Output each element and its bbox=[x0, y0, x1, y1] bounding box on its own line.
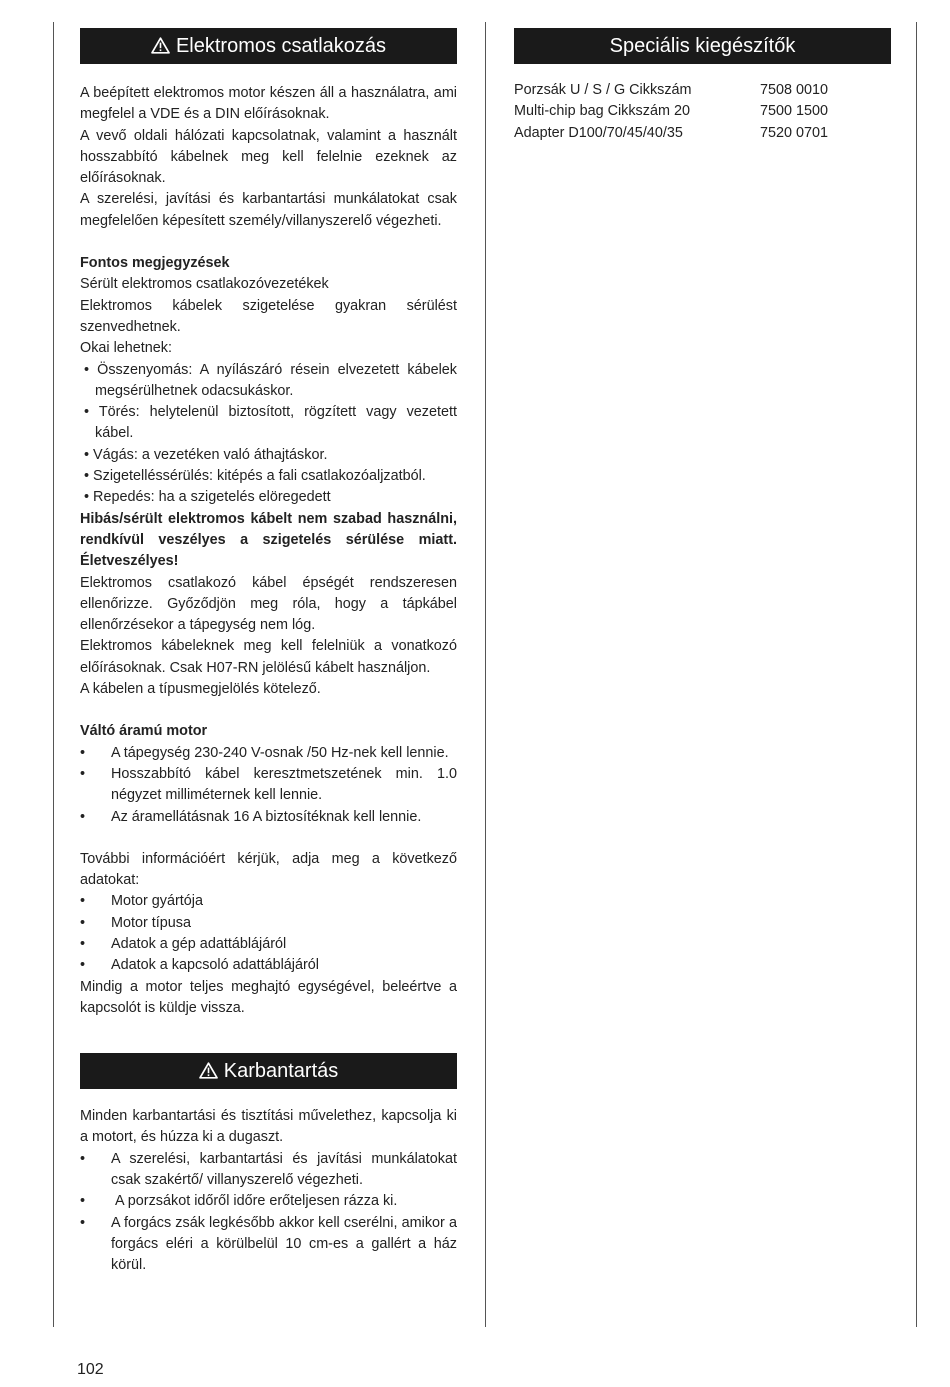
accessory-name: Porzsák U / S / G Cikkszám bbox=[514, 82, 692, 98]
list-item: • Motor gyártója bbox=[80, 893, 203, 910]
paragraph: A beépített elektromos motor készen áll a használatra, ami megfelel a VDE és a DIN előírásoknak. bbox=[80, 85, 457, 123]
page-number: 102 bbox=[77, 1361, 104, 1378]
section-header-electrical bbox=[80, 28, 457, 64]
list-item: • Adatok a gép adattáblájáról bbox=[80, 935, 287, 952]
paragraph: Elektromos kábeleknek meg kell felelniük a vonatkozó előírásoknak. Csak H07-RN jelölésű kábelt használjon. bbox=[80, 638, 457, 676]
list-item: • Összenyomás: A nyílászáró résein elvezetett kábelek megsérülhetnek odacsukáskor. bbox=[84, 361, 457, 399]
list-item: • A porzsákot időről időre erőteljesen rázza ki. bbox=[80, 1193, 398, 1210]
table-row bbox=[514, 101, 828, 122]
section-header-accessories bbox=[514, 28, 891, 64]
paragraph: Elektromos kábelek szigetelése gyakran sérülést szenvedhetnek. bbox=[80, 297, 457, 335]
list-item: • Hosszabbító kábel keresztmetszetének min. 1.0 négyzet milliméternek kell lennie. bbox=[80, 765, 457, 804]
accessories-table bbox=[514, 80, 828, 144]
paragraph: Minden karbantartási és tisztítási művelethez, kapcsolja ki a motort, és húzza ki a dugaszt. bbox=[80, 1108, 457, 1146]
paragraph: Elektromos csatlakozó kábel épségét rendszeresen ellenőrizze. Győződjön meg róla, hogy a tápkábel ellenőrzésekor a tápegység nem lóg. bbox=[80, 574, 457, 634]
list-item: • Törés: helytelenül biztosított, rögzített vagy vezetett kábel. bbox=[84, 404, 457, 442]
paragraph: Okai lehetnek: bbox=[80, 340, 172, 357]
accessory-name: Multi-chip bag Cikkszám 20 bbox=[514, 103, 690, 120]
list-item: • Motor típusa bbox=[80, 914, 191, 931]
list-item: • A szerelési, karbantartási és javítási munkálatokat csak szakértő/ villanyszerelő végezheti. bbox=[80, 1150, 457, 1189]
accessory-name: Adapter D100/70/45/40/35 bbox=[514, 124, 683, 141]
list-item: • Repedés: ha a szigetelés elöregedett bbox=[84, 489, 331, 506]
danger-warning-text: Hibás/sérült elektromos kábelt nem szabad használni, rendkívül veszélyes a szigetelés sérülése miatt. Életveszélyes! bbox=[80, 510, 457, 570]
accessory-code: 7520 0701 bbox=[760, 124, 829, 141]
right-margin-rule bbox=[916, 22, 917, 1327]
paragraph: A kábelen a típusmegjelölés kötelező. bbox=[80, 681, 321, 698]
left-margin-rule bbox=[53, 22, 54, 1327]
section-title: Elektromos csatlakozás bbox=[175, 35, 387, 57]
warning-triangle-icon bbox=[151, 28, 170, 64]
accessory-code: 7508 0010 bbox=[760, 82, 829, 98]
motor-requirements-list bbox=[80, 743, 457, 828]
warning-triangle-icon bbox=[199, 1053, 218, 1089]
center-divider-rule bbox=[485, 22, 486, 1327]
table-row bbox=[514, 123, 828, 144]
list-item: • A tápegység 230-240 V-osnak /50 Hz-nek kell lennie. bbox=[80, 744, 449, 761]
accessory-code: 7500 1500 bbox=[760, 103, 829, 120]
paragraph: Sérült elektromos csatlakozóvezetékek bbox=[80, 276, 329, 293]
paragraph: Mindig a motor teljes meghajtó egységével, beleértve a kapcsolót is küldje vissza. bbox=[80, 978, 457, 1016]
list-item: • Adatok a kapcsoló adattáblájáról bbox=[80, 957, 320, 974]
list-item: • Az áramellátásnak 16 A biztosítéknak kell lennie. bbox=[80, 808, 422, 825]
right-column bbox=[514, 28, 891, 144]
section-title: Karbantartás bbox=[223, 1060, 339, 1083]
list-item: • A forgács zsák legkésőbb akkor kell cserélni, amikor a forgács eléri a körülbelül 10 cm-es a gallért a ház körül. bbox=[80, 1214, 457, 1274]
paragraph: A vevő oldali hálózati kapcsolatnak, valamint a használt hosszabbító kábelnek meg kell felelnie ezeknek az előírásoknak. bbox=[80, 127, 457, 187]
list-item: • Vágás: a vezetéken való áthajtáskor. bbox=[84, 446, 328, 463]
list-item: • Szigetelléssérülés: kitépés a fali csatlakozóaljzatból. bbox=[84, 468, 426, 485]
subheading-important-notes: Fontos megjegyzések bbox=[80, 255, 230, 272]
section-title: Speciális kiegészítők bbox=[609, 35, 796, 57]
info-list bbox=[80, 891, 457, 976]
left-column bbox=[80, 28, 457, 1277]
table-row bbox=[514, 80, 828, 101]
section-header-maintenance bbox=[80, 1053, 457, 1089]
paragraph: További információért kérjük, adja meg a következő adatokat: bbox=[80, 850, 457, 889]
causes-list bbox=[80, 360, 457, 509]
maintenance-list bbox=[80, 1149, 457, 1277]
subheading-ac-motor: Váltó áramú motor bbox=[80, 723, 208, 740]
paragraph: A szerelési, javítási és karbantartási munkálatokat csak megfelelően képesített személy/villanyszerelő végezheti. bbox=[80, 191, 457, 229]
